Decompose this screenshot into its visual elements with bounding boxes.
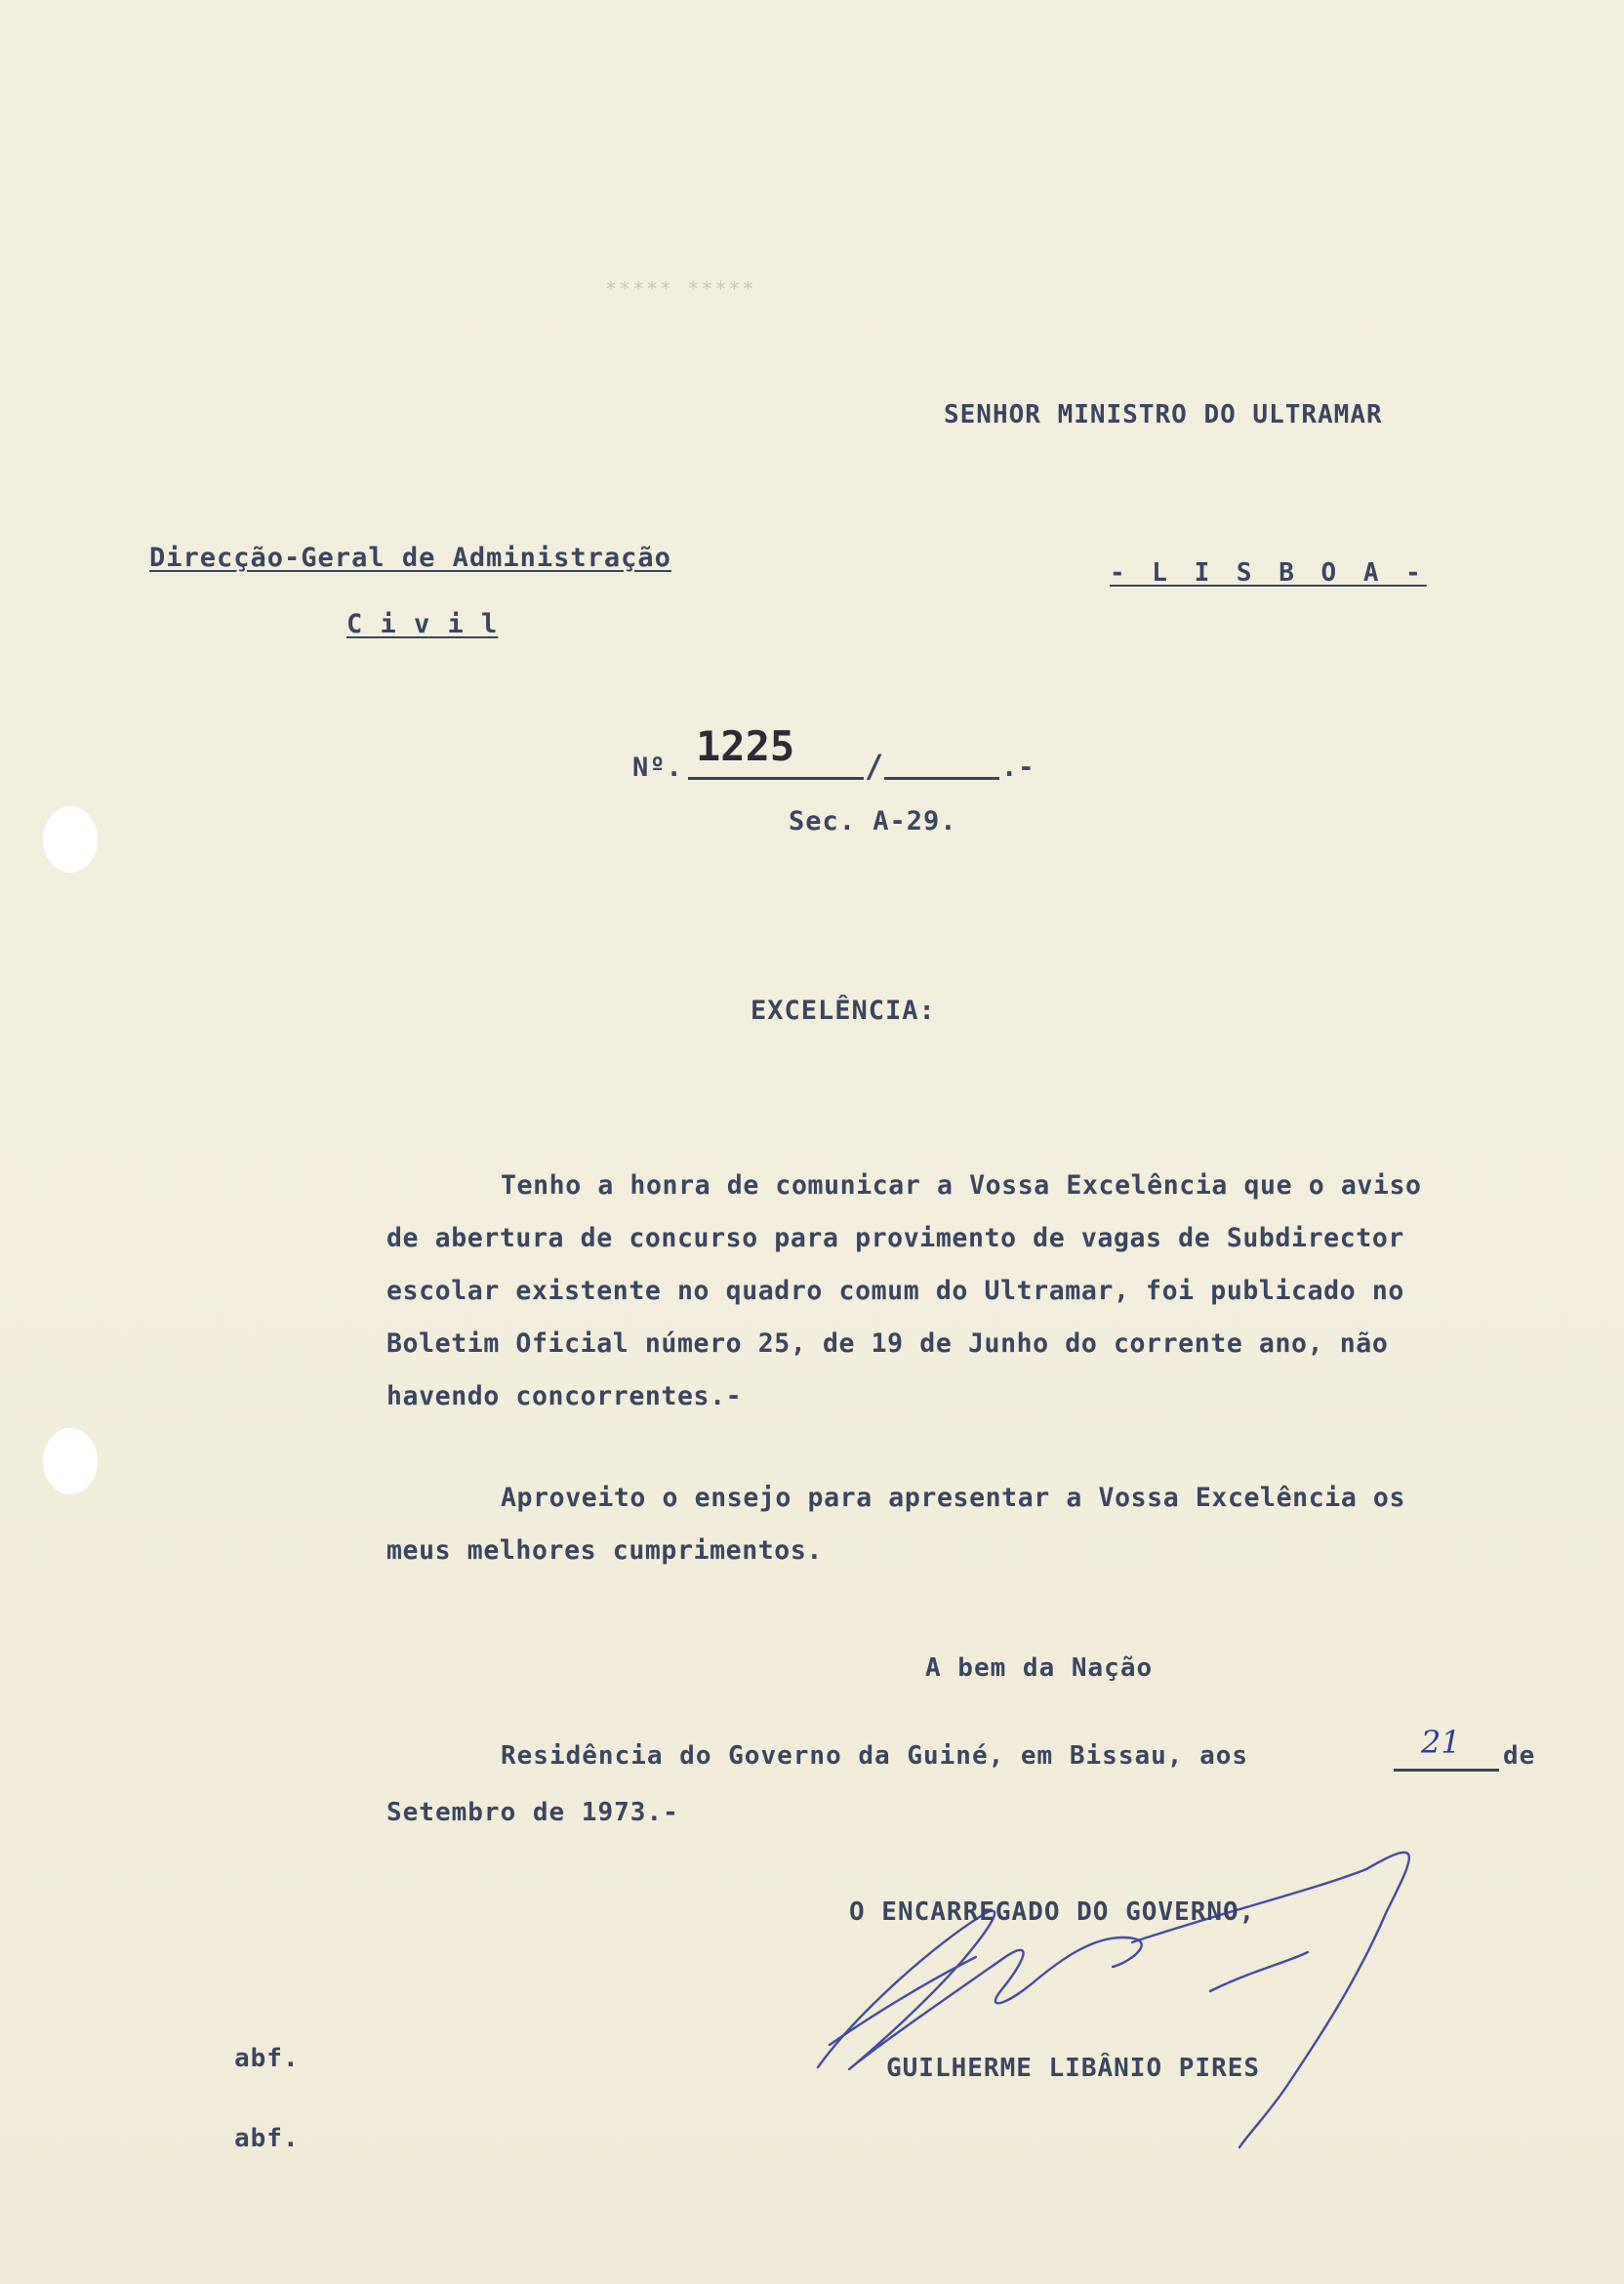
signatory-name: GUILHERME LIBÂNIO PIRES xyxy=(886,2054,1261,2083)
salutation: EXCELÊNCIA: xyxy=(751,996,936,1026)
closing-formula: A bem da Nação xyxy=(925,1653,1154,1683)
paragraph-1-line-3: escolar existente no quadro comum do Ultramar, foi publicado no xyxy=(386,1276,1404,1306)
date-line-2: Setembro de 1973.- xyxy=(386,1798,679,1827)
reference-separator: / xyxy=(865,748,885,785)
recipient-city: - L I S B O A - xyxy=(1110,558,1427,588)
paragraph-1-line-5: havendo concorrentes.- xyxy=(386,1381,743,1411)
date-day-handwritten: 21 xyxy=(1421,1724,1461,1761)
reference-section: Sec. A-29. xyxy=(789,806,957,836)
date-line-suffix: de xyxy=(1503,1741,1536,1771)
reference-number: 1225 xyxy=(696,722,795,770)
paragraph-2-line-2: meus melhores cumprimentos. xyxy=(386,1535,823,1566)
department-line-2: C i v i l xyxy=(346,609,499,639)
paragraph-2-line-1: Aproveito o ensejo para apresentar a Vossa Excelência os xyxy=(501,1483,1406,1513)
paragraph-1-line-2: de abertura de concurso para provimento de vagas de Subdirector xyxy=(386,1223,1404,1253)
faded-show-through-text: ***** ***** xyxy=(605,277,756,301)
paragraph-1-line-4: Boletim Oficial número 25, de 19 de Junho do corrente ano, não xyxy=(386,1328,1389,1359)
recipient-title: SENHOR MINISTRO DO ULTRAMAR xyxy=(944,400,1383,429)
signatory-role: O ENCARREGADO DO GOVERNO, xyxy=(849,1897,1256,1927)
typist-initials-1: abf. xyxy=(234,2044,300,2073)
typist-initials-2: abf. xyxy=(234,2124,300,2153)
reference-prefix: Nº. xyxy=(632,753,683,783)
paragraph-1-line-1: Tenho a honra de comunicar a Vossa Excelência que o aviso xyxy=(501,1170,1422,1201)
reference-suffix: .- xyxy=(1001,753,1035,783)
department-line-1: Direcção-Geral de Administração xyxy=(149,543,671,573)
date-line-prefix: Residência do Governo da Guiné, em Bissau, aos xyxy=(501,1741,1249,1771)
